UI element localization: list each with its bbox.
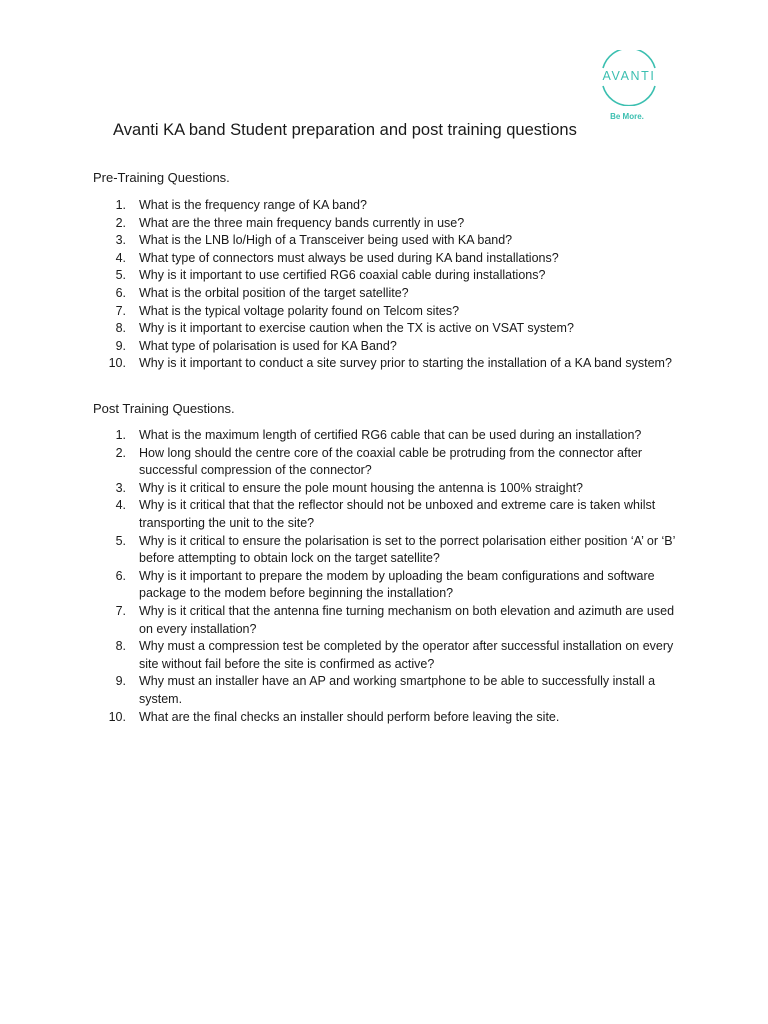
list-item-text: Why is it important to prepare the modem by uploading the beam configurations and software package to the modem before beginning the installation? bbox=[139, 568, 655, 601]
list-item-number: 4. bbox=[115, 250, 126, 265]
list-item bbox=[93, 497, 683, 532]
list-item bbox=[93, 638, 683, 673]
pre-training-heading: Pre-Training Questions. bbox=[93, 170, 230, 185]
list-item-number: 9. bbox=[115, 338, 126, 353]
list-item-number: 6. bbox=[115, 285, 126, 300]
list-item-text: What is the maximum length of certified RG6 cable that can be used during an installation? bbox=[139, 428, 642, 442]
list-item-number: 5. bbox=[115, 533, 126, 548]
list-item-text: What is the frequency range of KA band? bbox=[139, 198, 367, 212]
logo-wordmark: AVANTI bbox=[602, 69, 656, 83]
list-item-text: Why is it critical that that the reflector should not be unboxed and extreme care is taken whilst transporting the unit to the site? bbox=[139, 498, 656, 530]
list-item bbox=[93, 709, 683, 727]
list-item-number: 7. bbox=[115, 603, 126, 618]
list-item-number: 3. bbox=[115, 480, 126, 495]
list-item-number: 8. bbox=[115, 321, 126, 336]
list-item-number: 4. bbox=[115, 498, 126, 513]
list-item-number: 3. bbox=[115, 233, 126, 248]
list-item bbox=[93, 303, 683, 321]
list-item-number: 8. bbox=[115, 639, 126, 654]
list-item bbox=[93, 320, 683, 338]
list-item-text: What are the final checks an installer should perform before leaving the site. bbox=[139, 709, 560, 724]
list-item-number: 7. bbox=[115, 303, 126, 318]
list-item bbox=[93, 480, 683, 498]
list-item bbox=[93, 197, 683, 215]
list-item-text: Why is it critical to ensure the polarisation is set to the porrect polarisation either position ‘A’ or ‘B’ before attempting to obtain lock on the target satellite? bbox=[139, 533, 675, 566]
list-item-text: Why is it important to conduct a site survey prior to starting the installation of a KA band system? bbox=[139, 356, 672, 371]
logo-tagline: Be More. bbox=[610, 112, 644, 121]
list-item bbox=[93, 215, 683, 233]
list-item-text: Why is it critical that the antenna fine turning mechanism on both elevation and azimuth are used on every installation? bbox=[139, 603, 675, 636]
list-item-text: What are the three main frequency bands currently in use? bbox=[139, 215, 465, 230]
list-item-text: Why must an installer have an AP and working smartphone to be able to successfully install a system. bbox=[139, 674, 656, 706]
list-item bbox=[93, 355, 683, 373]
list-item-number: 6. bbox=[115, 568, 126, 583]
post-training-heading: Post Training Questions. bbox=[93, 401, 235, 416]
list-item-number: 5. bbox=[115, 268, 126, 283]
list-item-number: 10. bbox=[108, 709, 126, 724]
list-item bbox=[93, 603, 683, 638]
list-item-text: What type of connectors must always be used during KA band installations? bbox=[139, 250, 559, 265]
list-item-number: 2. bbox=[115, 215, 126, 230]
list-item-number: 10. bbox=[108, 356, 126, 371]
list-item-text: Why is it critical to ensure the pole mount housing the antenna is 100% straight? bbox=[139, 480, 584, 495]
list-item bbox=[93, 673, 683, 708]
list-item bbox=[93, 445, 683, 480]
list-item-number: 9. bbox=[115, 674, 126, 689]
list-item bbox=[93, 232, 683, 250]
list-item bbox=[93, 267, 683, 285]
list-item bbox=[93, 533, 683, 568]
list-item-text: What is the orbital position of the target satellite? bbox=[139, 285, 409, 300]
avanti-logo bbox=[596, 50, 662, 122]
list-item bbox=[93, 285, 683, 303]
list-item bbox=[93, 250, 683, 268]
list-item-text: What is the LNB lo/High of a Transceiver being used with KA band? bbox=[139, 233, 513, 248]
post-training-list bbox=[93, 427, 683, 726]
list-item bbox=[93, 568, 683, 603]
list-item-text: Why is it important to use certified RG6 coaxial cable during installations? bbox=[139, 268, 546, 283]
list-item-text: Why is it important to exercise caution when the TX is active on VSAT system? bbox=[139, 321, 574, 336]
list-item-text: How long should the centre core of the coaxial cable be protruding from the connector after successful compression of the connector? bbox=[139, 445, 643, 478]
list-item-text: What is the typical voltage polarity found on Telcom sites? bbox=[139, 303, 460, 318]
list-item bbox=[93, 427, 683, 445]
list-item-text: What type of polarisation is used for KA Band? bbox=[139, 338, 397, 353]
list-item-text: Why must a compression test be completed by the operator after successful installation on every site without fail before the site is confirmed as active? bbox=[139, 639, 674, 671]
list-item-number: 1. bbox=[115, 428, 126, 442]
list-item-number: 1. bbox=[115, 198, 126, 212]
list-item bbox=[93, 338, 683, 356]
page-title: Avanti KA band Student preparation and post training questions bbox=[113, 121, 577, 139]
list-item-number: 2. bbox=[115, 445, 126, 460]
pre-training-list bbox=[93, 197, 683, 373]
